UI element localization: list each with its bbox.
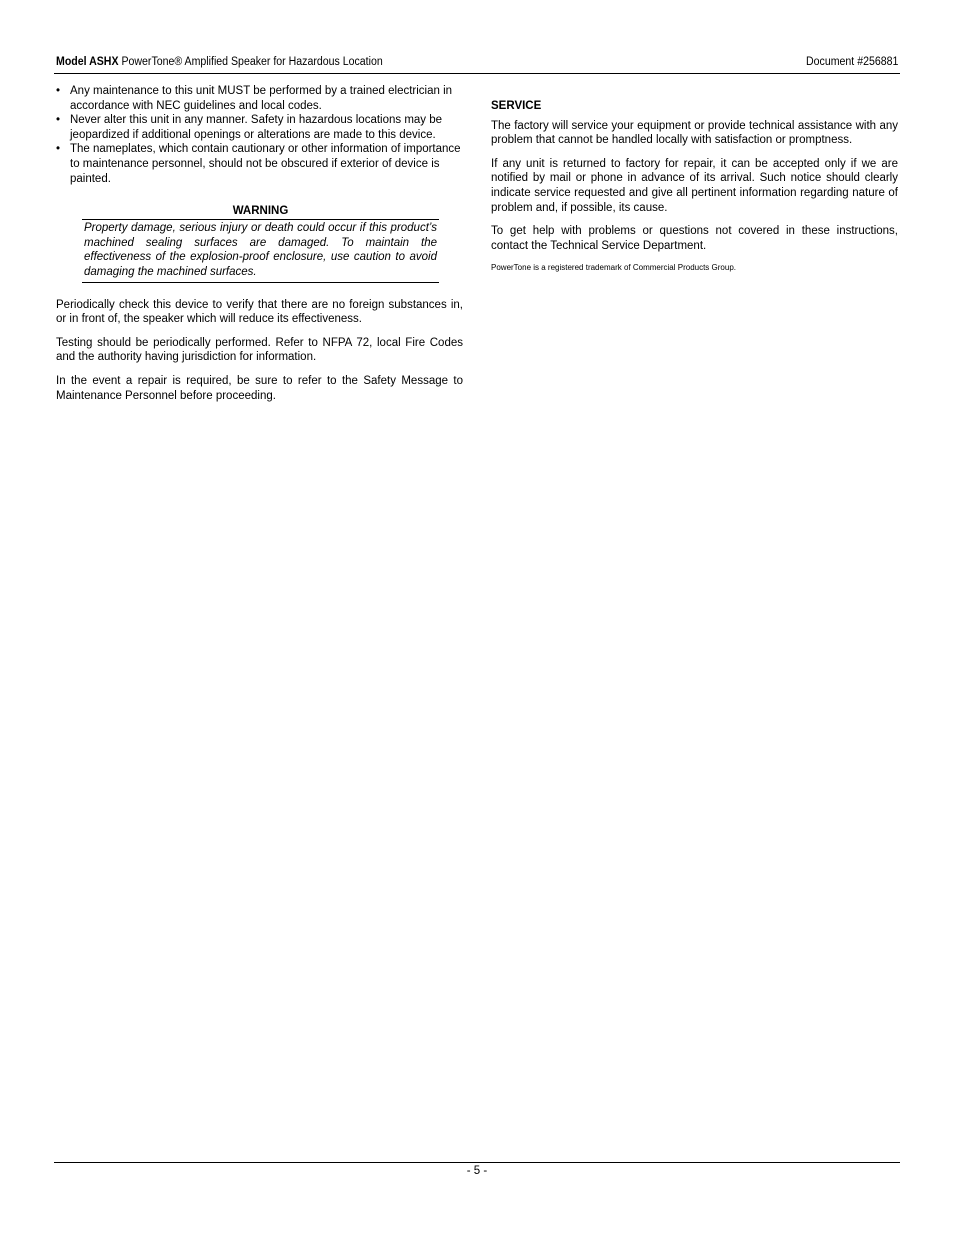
trademark-note: PowerTone is a registered trademark of Commercial Products Group. bbox=[491, 263, 736, 273]
service-heading: SERVICE bbox=[491, 100, 542, 112]
page-number: - 5 - bbox=[466, 1165, 488, 1177]
model-name: Model ASHX bbox=[56, 56, 119, 68]
paragraph: The factory will service your equipment or provide technical assistance with any problem that cannot be handled locally with satisfaction or promptness. bbox=[491, 119, 898, 147]
bullet-item bbox=[56, 142, 463, 186]
right-column bbox=[491, 84, 898, 273]
paragraph: To get help with problems or questions not covered in these instructions, contact the Technical Service Department. bbox=[491, 225, 898, 252]
warning-title: WARNING bbox=[232, 205, 289, 218]
bullet-item bbox=[56, 84, 463, 113]
bullet-text: The nameplates, which contain cautionary or other information of importance to maintenance personnel, should not be obscured if exterior of device is painted. bbox=[70, 143, 461, 185]
paragraph: In the event a repair is required, be sure to refer to the Safety Message to Maintenance Personnel before proceeding. bbox=[56, 374, 463, 402]
paragraph: If any unit is returned to factory for repair, it can be accepted only if we are notified by mail or phone in advance of its arrival. Such notice should clearly indicate service requested and give all pertinent information regarding nature of problem and, if possible, its cause. bbox=[491, 157, 898, 214]
footer-rule bbox=[54, 1162, 900, 1163]
left-column bbox=[56, 84, 463, 412]
document-number: Document #256881 bbox=[805, 56, 898, 68]
header-title bbox=[56, 56, 383, 68]
paragraph: Periodically check this device to verify that there are no foreign substances in, or in front of, the speaker which will reduce its effectiveness. bbox=[56, 298, 463, 326]
paragraph: Testing should be periodically performed. Refer to NFPA 72, local Fire Codes and the authority having jurisdiction for information. bbox=[56, 336, 463, 364]
bullet-item bbox=[56, 113, 463, 142]
bullet-text: Any maintenance to this unit MUST be performed by a trained electrician in accordance with NEC guidelines and local codes. bbox=[70, 85, 453, 112]
bullet-icon: • bbox=[56, 114, 61, 127]
bullet-icon: • bbox=[56, 143, 61, 156]
page-header bbox=[54, 56, 900, 74]
bullet-text: Never alter this unit in any manner. Safety in hazardous locations may be jeopardized if additional openings or alterations are made to this device. bbox=[70, 114, 443, 141]
maintenance-bullets bbox=[56, 84, 463, 186]
bullet-icon: • bbox=[56, 85, 61, 97]
warning-body: Property damage, serious injury or death could occur if this product’s machined sealing surfaces are damaged. To maintain the effectiveness of the explosion-proof enclosure, use caution to avoid damaging the machined surfaces. bbox=[82, 219, 439, 282]
warning-box bbox=[82, 204, 439, 282]
product-title: PowerTone® Amplified Speaker for Hazardous Location bbox=[121, 56, 383, 68]
